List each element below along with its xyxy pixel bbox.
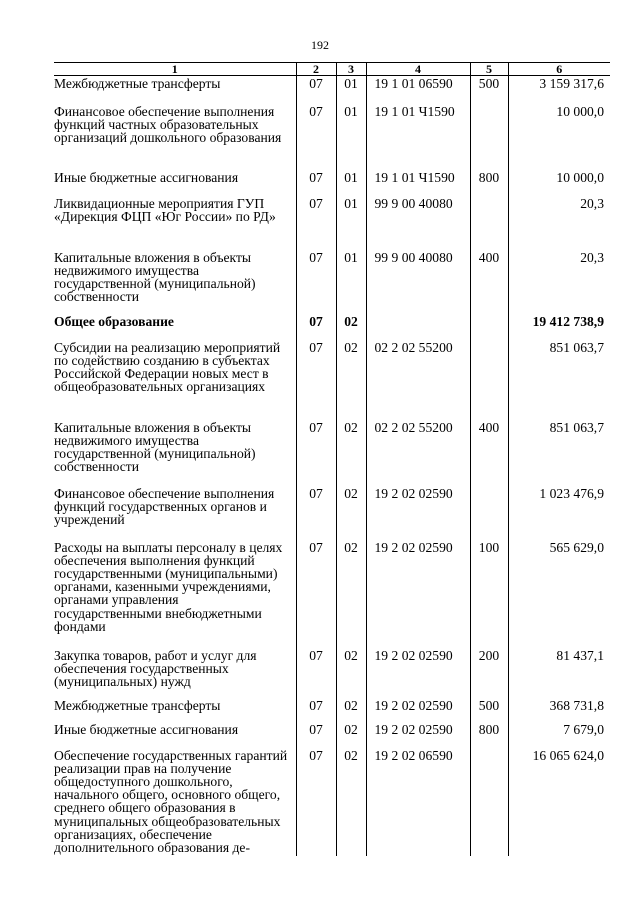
row-expense-type xyxy=(470,196,508,250)
row-target-article: 19 2 02 02590 xyxy=(366,486,470,540)
table-row xyxy=(54,722,610,748)
row-expense-type: 400 xyxy=(470,420,508,486)
row-name: Обеспечение государственных гарантий реализации прав на получение общедоступного дошкольного, начального общего, основного общего, среднего общего образования в муниципальных общеобразовательных организациях, обеспечение дополнительного образования де- xyxy=(54,747,288,855)
row-name: Капитальные вложения в объекты недвижимого имущества государственной (муниципальной) собственности xyxy=(54,419,256,475)
row-target-article: 02 2 02 55200 xyxy=(366,420,470,486)
row-section: 07 xyxy=(296,314,336,340)
row-target-article: 19 1 01 Ч1590 xyxy=(366,104,470,170)
row-name: Общее образование xyxy=(54,313,174,329)
row-name: Иные бюджетные ассигнования xyxy=(54,721,239,737)
row-expense-type: 200 xyxy=(470,648,508,698)
table-row xyxy=(54,170,610,196)
row-name: Ликвидационные мероприятия ГУП «Дирекция ФЦП «Юг России» по РД» xyxy=(54,195,276,224)
row-subsection: 02 xyxy=(336,314,366,340)
row-section: 07 xyxy=(296,698,336,722)
row-target-article: 19 2 02 02590 xyxy=(366,540,470,648)
column-header-target-article: 4 xyxy=(366,63,470,76)
row-expense-type xyxy=(470,314,508,340)
table-row xyxy=(54,250,610,314)
row-amount: 81 437,1 xyxy=(508,648,610,698)
row-expense-type: 800 xyxy=(470,170,508,196)
row-target-article: 19 1 01 Ч1590 xyxy=(366,170,470,196)
row-name: Финансовое обеспечение выполнения функций частных образовательных организаций дошкольного образования xyxy=(54,103,282,145)
row-subsection: 01 xyxy=(336,104,366,170)
row-name: Иные бюджетные ассигнования xyxy=(54,169,239,185)
row-amount: 851 063,7 xyxy=(508,340,610,420)
row-section: 07 xyxy=(296,250,336,314)
row-target-article: 02 2 02 55200 xyxy=(366,340,470,420)
row-expense-type xyxy=(470,340,508,420)
row-section: 07 xyxy=(296,540,336,648)
row-target-article: 99 9 00 40080 xyxy=(366,250,470,314)
row-subsection: 02 xyxy=(336,698,366,722)
row-expense-type xyxy=(470,748,508,856)
row-target-article: 19 2 02 06590 xyxy=(366,748,470,856)
row-subsection: 01 xyxy=(336,76,366,104)
row-amount: 851 063,7 xyxy=(508,420,610,486)
table-row xyxy=(54,748,610,856)
row-amount: 16 065 624,0 xyxy=(508,748,610,856)
row-name: Расходы на выплаты персоналу в целях обеспечения выполнения функций государственными (муниципальными) органами, казенными учреждениями, органами управления государственными внебюджетными фондами xyxy=(54,539,283,634)
column-header-name: 1 xyxy=(54,63,296,76)
row-subsection: 01 xyxy=(336,250,366,314)
row-section: 07 xyxy=(296,76,336,104)
row-section: 07 xyxy=(296,170,336,196)
table-row xyxy=(54,540,610,648)
row-subsection: 02 xyxy=(336,540,366,648)
row-subsection: 02 xyxy=(336,722,366,748)
row-subsection: 02 xyxy=(336,340,366,420)
budget-table xyxy=(54,62,610,856)
row-amount: 1 023 476,9 xyxy=(508,486,610,540)
page-number: 192 xyxy=(311,38,329,52)
table-row xyxy=(54,648,610,698)
row-amount: 20,3 xyxy=(508,250,610,314)
row-target-article: 99 9 00 40080 xyxy=(366,196,470,250)
row-section: 07 xyxy=(296,748,336,856)
table-row xyxy=(54,76,610,104)
column-header-section: 2 xyxy=(296,63,336,76)
row-amount: 10 000,0 xyxy=(508,104,610,170)
row-target-article: 19 2 02 02590 xyxy=(366,648,470,698)
row-subsection: 01 xyxy=(336,170,366,196)
row-section: 07 xyxy=(296,486,336,540)
row-name: Межбюджетные трансферты xyxy=(54,697,221,713)
row-expense-type xyxy=(470,486,508,540)
row-section: 07 xyxy=(296,648,336,698)
row-name: Финансовое обеспечение выполнения функций государственных органов и учреждений xyxy=(54,485,275,527)
row-subsection: 02 xyxy=(336,748,366,856)
column-header-expense-type: 5 xyxy=(470,63,508,76)
row-amount: 368 731,8 xyxy=(508,698,610,722)
row-target-article: 19 2 02 02590 xyxy=(366,722,470,748)
row-section: 07 xyxy=(296,196,336,250)
row-amount: 565 629,0 xyxy=(508,540,610,648)
row-expense-type: 800 xyxy=(470,722,508,748)
table-row xyxy=(54,340,610,420)
table-row xyxy=(54,196,610,250)
table-row-section-total xyxy=(54,314,610,340)
column-header-amount: 6 xyxy=(508,63,610,76)
row-target-article: 19 1 01 06590 xyxy=(366,76,470,104)
table-row xyxy=(54,486,610,540)
row-name: Закупка товаров, работ и услуг для обеспечения государственных (муниципальных) нужд xyxy=(54,647,257,689)
row-target-article: 19 2 02 02590 xyxy=(366,698,470,722)
row-section: 07 xyxy=(296,340,336,420)
row-name: Субсидии на реализацию мероприятий по содействию созданию в субъектах Российской Федерации новых мест в общеобразовательных организациях xyxy=(54,339,281,395)
row-subsection: 02 xyxy=(336,486,366,540)
row-section: 07 xyxy=(296,104,336,170)
column-header-subsection: 3 xyxy=(336,63,366,76)
row-section: 07 xyxy=(296,420,336,486)
row-name: Капитальные вложения в объекты недвижимого имущества государственной (муниципальной) собственности xyxy=(54,249,256,305)
row-amount: 19 412 738,9 xyxy=(508,314,610,340)
table-row xyxy=(54,420,610,486)
row-target-article xyxy=(366,314,470,340)
row-subsection: 02 xyxy=(336,648,366,698)
row-amount: 7 679,0 xyxy=(508,722,610,748)
header-row xyxy=(54,63,610,76)
table-row xyxy=(54,104,610,170)
row-name: Межбюджетные трансферты xyxy=(54,76,221,91)
table-row xyxy=(54,698,610,722)
row-expense-type: 500 xyxy=(470,698,508,722)
row-subsection: 02 xyxy=(336,420,366,486)
row-amount: 10 000,0 xyxy=(508,170,610,196)
row-amount: 3 159 317,6 xyxy=(508,76,610,104)
row-section: 07 xyxy=(296,722,336,748)
row-expense-type: 100 xyxy=(470,540,508,648)
row-expense-type: 400 xyxy=(470,250,508,314)
row-expense-type: 500 xyxy=(470,76,508,104)
row-expense-type xyxy=(470,104,508,170)
row-subsection: 01 xyxy=(336,196,366,250)
row-amount: 20,3 xyxy=(508,196,610,250)
